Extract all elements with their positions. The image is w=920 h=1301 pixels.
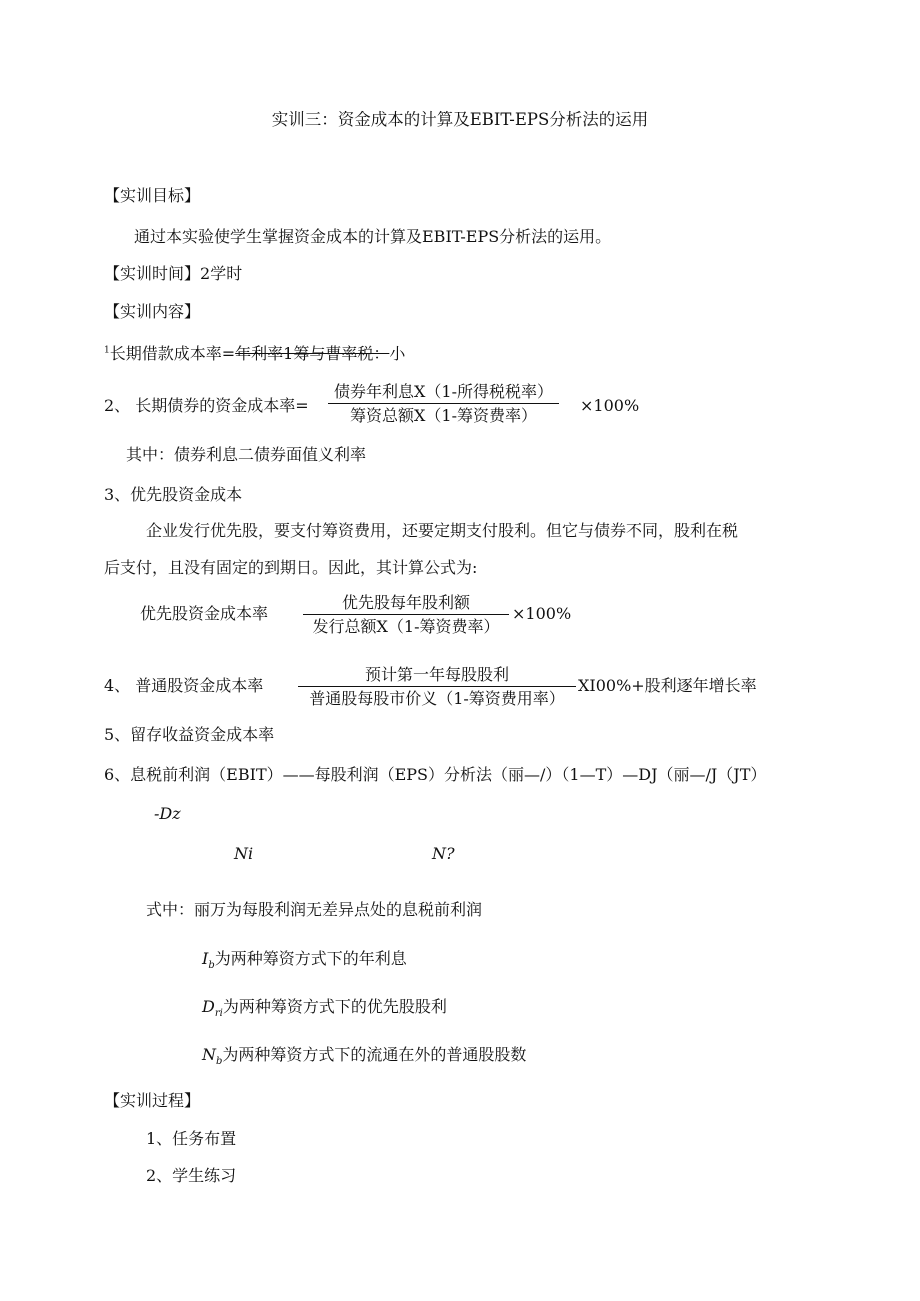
def-shares-text: 为两种筹资方式下的流通在外的普通股股数: [222, 1045, 527, 1064]
item1-label: 长期借款成本率=: [109, 344, 236, 363]
item3-numerator: 优先股每年股利额: [303, 594, 509, 615]
item6-label: 6、息税前利润（EBIT）——每股利润（EPS）分析法（丽—/）（1—T）—DJ（丽—/J（JT）: [104, 765, 767, 784]
def-dividend-text: 为两种筹资方式下的优先股股利: [222, 997, 447, 1016]
item2-suffix: ×100%: [580, 396, 640, 415]
item3-para-line1: 企业发行优先股，要支付筹资费用，还要定期支付股利。但它与债券不同，股利在税: [146, 521, 739, 540]
time-value: 2学时: [200, 264, 243, 283]
item3-fraction: [303, 594, 509, 637]
item1-line: [104, 346, 405, 362]
item3-suffix: ×100%: [512, 604, 572, 623]
content-heading: 【实训内容】: [104, 302, 201, 321]
item3-denominator: 发行总额X（1-筹资费率）: [312, 617, 500, 637]
item6-def-shares: [202, 1047, 526, 1067]
def-interest-text: 为两种筹资方式下的年利息: [214, 949, 407, 968]
time-line: [104, 266, 242, 282]
item2-label: 2、 长期债券的资金成本率=: [104, 396, 309, 415]
item4-numerator: 预计第一年每股股利: [298, 666, 576, 687]
item3-formula-label: 优先股资金成本率: [140, 604, 269, 623]
item6-def-interest: [202, 951, 407, 971]
process-step-1: 1、任务布置: [146, 1129, 237, 1148]
goal-heading: 【实训目标】: [104, 186, 201, 205]
def-dividend-subscript: ri: [214, 1008, 223, 1020]
item6-denominator-n1: Ni: [234, 844, 254, 863]
def-interest-subscript: b: [208, 960, 215, 972]
item2-denominator: 筹资总额X（1-筹资费率）: [350, 406, 537, 426]
item2-note: 其中：债券利息二债券面值义利率: [126, 445, 367, 464]
def-dividend-symbol: D: [202, 997, 215, 1016]
def-interest-symbol: I: [202, 949, 209, 968]
item6-denominator-n2: N?: [432, 844, 455, 863]
goal-text: 通过本实验使学生掌握资金成本的计算及EBIT-EPS分析法的运用。: [134, 227, 612, 246]
item1-number: 1: [104, 345, 110, 356]
item2-numerator: 债券年利息X（1-所得税税率）: [328, 383, 559, 404]
page-title: 实训三：资金成本的计算及EBIT-EPS分析法的运用: [271, 110, 649, 129]
process-step-2: 2、学生练习: [146, 1166, 237, 1185]
item1-tail: 小: [389, 344, 406, 363]
item1-struck-text: 年利率1筹与曹率税：: [235, 344, 390, 363]
item4-suffix: XI00%+股利逐年增长率: [578, 676, 757, 695]
item3-label: 3、优先股资金成本: [104, 485, 243, 504]
process-heading: 【实训过程】: [104, 1091, 201, 1110]
item2-fraction: [328, 383, 559, 426]
item4-denominator: 普通股每股市价义（1-筹资费用率）: [309, 689, 565, 709]
item3-para-line2: 后支付，且没有固定的到期日。因此，其计算公式为:: [104, 558, 478, 577]
def-shares-symbol: N: [202, 1045, 216, 1064]
item4-fraction: [298, 666, 576, 709]
item6-where: 式中：丽万为每股利润无差异点处的息税前利润: [146, 900, 483, 919]
item6-continuation: -Dz: [154, 804, 181, 823]
item6-def-dividend: [202, 999, 447, 1019]
item5-label: 5、留存收益资金成本率: [104, 725, 275, 744]
item4-label: 4、 普通股资金成本率: [104, 676, 264, 695]
time-heading: 【实训时间】: [104, 264, 201, 283]
def-shares-subscript: b: [216, 1056, 223, 1068]
